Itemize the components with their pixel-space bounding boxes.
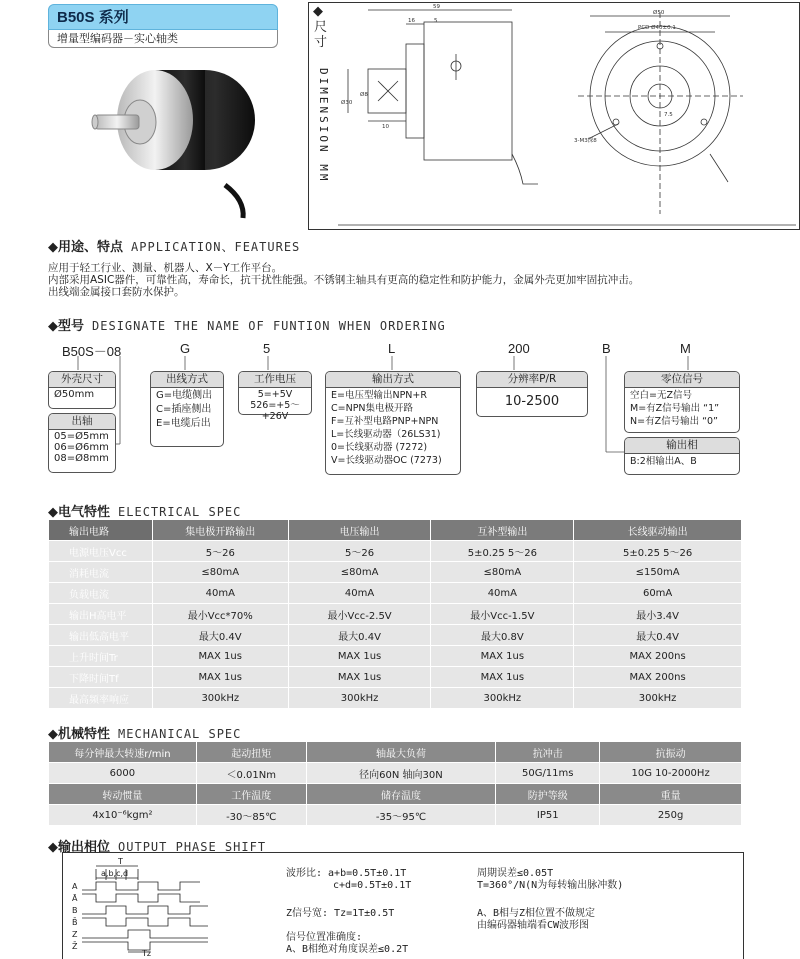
table-cell: -35～95℃	[306, 805, 496, 826]
option-line: 空白=无Z信号	[630, 390, 692, 401]
option-line: N=有Z信号输出 “0”	[630, 416, 718, 427]
table-cell: ≤80mA	[431, 562, 574, 583]
table-row	[49, 763, 742, 784]
table-cell: 最小Vcc-2.5V	[288, 604, 431, 625]
table-header-cell: 长线驱动输出	[574, 520, 742, 541]
table-cell: 6000	[49, 763, 197, 784]
table-cell: MAX 1us	[288, 667, 431, 688]
table-cell: ＜0.01Nm	[196, 763, 306, 784]
table-cell: MAX 1us	[288, 646, 431, 667]
table-header-row	[49, 742, 742, 763]
option-line: L=长线驱动器（26LS31)	[331, 429, 441, 440]
phase-title: 输出相位	[58, 840, 111, 855]
table-header-row	[49, 784, 742, 805]
option-line: C=插座侧出	[156, 404, 212, 415]
option-phase-head: 输出相	[625, 438, 739, 454]
code-zero: M	[680, 341, 691, 356]
table-cell: 40mA	[431, 583, 574, 604]
option-line: 06=Ø6mm	[54, 442, 109, 453]
table-cell: 最小Vcc-1.5V	[431, 604, 574, 625]
code-model: B50S－08	[62, 344, 122, 359]
table-header-cell: 电压输出	[288, 520, 431, 541]
table-header-cell: 输出电路	[49, 520, 153, 541]
option-line: E=电压型输出NPN+R	[331, 390, 427, 401]
table-header-cell: 工作温度	[196, 784, 306, 805]
table-cell: 5±0.25 5～26	[431, 541, 574, 562]
application-line: 内部采用ASIC器件，可靠性高，寿命长，抗干扰性能强。不锈钢主轴具有更高的稳定性和防护能力，金属外壳更加牢固抗冲击。	[48, 274, 640, 286]
table-row	[49, 562, 742, 583]
dim-boss: Ø30	[341, 100, 353, 106]
option-line: 10-2500	[504, 394, 560, 409]
electrical-table	[48, 519, 742, 709]
dimension-label-en: DIMENSION MM	[317, 68, 330, 184]
electrical-title-en: ELECTRICAL SPEC	[118, 505, 242, 519]
section-designate	[48, 315, 446, 334]
dim-flange: 16	[408, 18, 415, 24]
code-output: L	[388, 341, 396, 356]
dim-overall: 59	[433, 4, 440, 10]
table-cell: 最大0.4V	[152, 625, 288, 646]
option-line: 08=Ø8mm	[54, 453, 109, 464]
table-cell: 300kHz	[152, 688, 288, 709]
option-output-box	[325, 371, 461, 475]
phase-text-period: T=360°/N(N为每转输出脉冲数)	[477, 880, 624, 891]
option-line: F=互补型电路PNP+NPN	[331, 416, 439, 427]
electrical-title: 电气特性	[58, 505, 111, 520]
section-electrical	[48, 501, 241, 520]
option-line: B:2相输出A、B	[630, 456, 697, 467]
phase-waveform	[68, 856, 228, 958]
option-phase-box	[624, 437, 740, 475]
signal-label: A	[72, 882, 78, 891]
option-line: C=NPN集电极开路	[331, 403, 414, 414]
table-cell: MAX 1us	[431, 667, 574, 688]
table-cell: IP51	[496, 805, 600, 826]
application-title: 用途、特点	[58, 240, 124, 255]
dimension-drawing	[338, 4, 796, 226]
table-cell: 5～26	[152, 541, 288, 562]
option-zero-box	[624, 371, 740, 433]
table-cell: 最大0.8V	[431, 625, 574, 646]
code-voltage: 5	[263, 341, 271, 356]
dim-step: 5	[434, 18, 438, 24]
mechanical-table	[48, 741, 742, 826]
phase-title-en: OUTPUT PHASE SHIFT	[118, 840, 267, 854]
table-row	[49, 667, 742, 688]
option-line: 526=+5～+26V	[250, 400, 300, 422]
table-cell: 5～26	[288, 541, 431, 562]
table-cell: MAX 200ns	[574, 667, 742, 688]
table-header-cell: 每分钟最大转速r/min	[49, 742, 197, 763]
diamond-icon: ◆	[48, 505, 58, 520]
diamond-icon: ◆	[48, 840, 58, 855]
code-cable: G	[180, 341, 191, 356]
mechanical-title: 机械特性	[58, 727, 111, 742]
option-line: V=长线驱动器OC (7273)	[331, 455, 442, 466]
table-cell: 5±0.25 5～26	[574, 541, 742, 562]
table-cell: 250g	[600, 805, 742, 826]
option-size-box	[48, 371, 116, 409]
table-header-cell: 重量	[600, 784, 742, 805]
table-cell: 电源电压Vcc	[49, 541, 153, 562]
table-cell: 40mA	[152, 583, 288, 604]
diamond-icon: ◆	[48, 319, 58, 334]
table-header-cell: 防护等级	[496, 784, 600, 805]
signal-label: Z	[72, 930, 78, 939]
option-shaft-head: 出轴	[49, 414, 115, 430]
application-line: 出线端金属接口套防水保护。	[48, 286, 185, 298]
option-size-head: 外壳尺寸	[49, 372, 115, 388]
dimension-label-cn: 尺寸	[314, 20, 328, 50]
table-cell: 最高频率响应	[49, 688, 153, 709]
dim-dia50: Ø50	[653, 10, 665, 16]
phase-text-z-width: Z信号宽: Tz=1T±0.5T	[286, 908, 395, 919]
table-cell: 输出H高电平	[49, 604, 153, 625]
section-mechanical	[48, 723, 241, 742]
option-cable-head: 出线方式	[151, 372, 223, 388]
table-row	[49, 583, 742, 604]
table-cell: 负载电流	[49, 583, 153, 604]
table-header-cell: 起动扭矩	[196, 742, 306, 763]
table-header-cell: 互补型输出	[431, 520, 574, 541]
waveform-abcd-label: a,b,c,d	[101, 869, 129, 878]
option-line: 0=长线驱动器 (7272)	[331, 442, 428, 453]
option-shaft-box	[48, 413, 116, 473]
table-header-cell: 转动惯量	[49, 784, 197, 805]
dim-shaft-len: 10	[382, 124, 389, 130]
signal-label: B	[72, 906, 78, 915]
dim-holes: 3-M3深8	[574, 138, 597, 144]
table-cell: 10G 10-2000Hz	[600, 763, 742, 784]
table-cell: 50G/11ms	[496, 763, 600, 784]
table-cell: MAX 1us	[152, 667, 288, 688]
phase-text-accuracy: 信号位置准确度:	[286, 932, 363, 943]
table-cell: 消耗电流	[49, 562, 153, 583]
phase-text-z-position: A、B相与Z相位置不做规定	[477, 908, 596, 919]
signal-label: B̄	[72, 918, 78, 927]
table-row	[49, 688, 742, 709]
table-header-cell: 抗冲击	[496, 742, 600, 763]
table-cell: ≤80mA	[152, 562, 288, 583]
table-row	[49, 541, 742, 562]
option-line: 5=+5V	[257, 389, 293, 400]
phase-text-angle-error: A、B相绝对角度误差≤0.2T	[286, 944, 409, 955]
phase-text-cw: 由编码器轴端看CW波形图	[477, 920, 590, 931]
table-row	[49, 625, 742, 646]
diamond-icon: ◆	[48, 727, 58, 742]
dim-shaft-d: Ø8	[360, 92, 368, 98]
section-application	[48, 236, 300, 255]
table-header-cell: 集电极开路输出	[152, 520, 288, 541]
table-cell: 上升时间Tr	[49, 646, 153, 667]
phase-text-ratio1: 波形比: a+b=0.5T±0.1T	[286, 868, 407, 879]
table-cell: 4x10⁻⁶kgm²	[49, 805, 197, 826]
signal-label: Z̄	[72, 942, 78, 951]
table-cell: ≤80mA	[288, 562, 431, 583]
table-header-cell: 轴最大负荷	[306, 742, 496, 763]
table-cell: 输出低高电平	[49, 625, 153, 646]
series-title: B50S 系列	[48, 4, 278, 30]
table-row	[49, 646, 742, 667]
application-title-en: APPLICATION、FEATURES	[131, 240, 301, 254]
table-header-cell: 储存温度	[306, 784, 496, 805]
designate-title-en: DESIGNATE THE NAME OF FUNTION WHEN ORDERING	[92, 319, 446, 333]
waveform-period-label: T	[118, 857, 123, 866]
table-cell: 径向60N 轴向30N	[306, 763, 496, 784]
option-line: 05=Ø5mm	[54, 431, 109, 442]
option-resolution-head: 分辨率P/R	[477, 372, 587, 388]
encoder-photo	[85, 60, 285, 220]
application-line: 应用于轻工行业、测量、机器人、X－Y工作平台。	[48, 262, 283, 274]
application-text	[48, 262, 798, 298]
table-cell: 300kHz	[431, 688, 574, 709]
phase-text-ratio2: c+d=0.5T±0.1T	[333, 880, 412, 891]
table-cell: 40mA	[288, 583, 431, 604]
table-cell: -30～85℃	[196, 805, 306, 826]
dim-key: 7.5	[664, 112, 673, 118]
code-phase: B	[602, 341, 611, 356]
option-line: E=电缆后出	[156, 418, 211, 429]
option-line: Ø50mm	[54, 389, 95, 400]
table-cell: MAX 1us	[431, 646, 574, 667]
table-cell: 60mA	[574, 583, 742, 604]
table-cell: ≤150mA	[574, 562, 742, 583]
phase-text-period-error: 周期误差≤0.05T	[477, 868, 554, 879]
option-zero-head: 零位信号	[625, 372, 739, 388]
designate-title: 型号	[58, 319, 85, 334]
waveform-tz-label: Tz	[142, 949, 152, 958]
option-line: G=电缆侧出	[156, 390, 213, 401]
table-row	[49, 805, 742, 826]
table-cell: 最小Vcc*70%	[152, 604, 288, 625]
diamond-icon: ◆	[48, 240, 58, 255]
dimension-marker-icon: ◆	[313, 4, 323, 19]
option-output-head: 输出方式	[326, 372, 460, 388]
table-cell: 最大0.4V	[574, 625, 742, 646]
table-cell: 下降时间Tf	[49, 667, 153, 688]
dim-pcd: PCD Ø40±0.1	[638, 25, 676, 31]
option-voltage-head: 工作电压	[239, 372, 311, 388]
table-cell: 最大0.4V	[288, 625, 431, 646]
table-cell: MAX 1us	[152, 646, 288, 667]
option-line: M=有Z信号输出 “1”	[630, 403, 720, 414]
series-subtitle: 增量型编码器－实心轴类	[48, 30, 278, 48]
option-voltage-box	[238, 371, 312, 422]
code-resolution: 200	[508, 341, 530, 356]
table-cell: MAX 200ns	[574, 646, 742, 667]
table-header-row	[49, 520, 742, 541]
signal-label: Ā	[72, 894, 78, 903]
table-cell: 300kHz	[288, 688, 431, 709]
table-header-cell: 抗振动	[600, 742, 742, 763]
table-cell: 最小3.4V	[574, 604, 742, 625]
option-cable-box	[150, 371, 224, 447]
table-row	[49, 604, 742, 625]
table-cell: 300kHz	[574, 688, 742, 709]
option-resolution-box	[476, 371, 588, 417]
mechanical-title-en: MECHANICAL SPEC	[118, 727, 242, 741]
